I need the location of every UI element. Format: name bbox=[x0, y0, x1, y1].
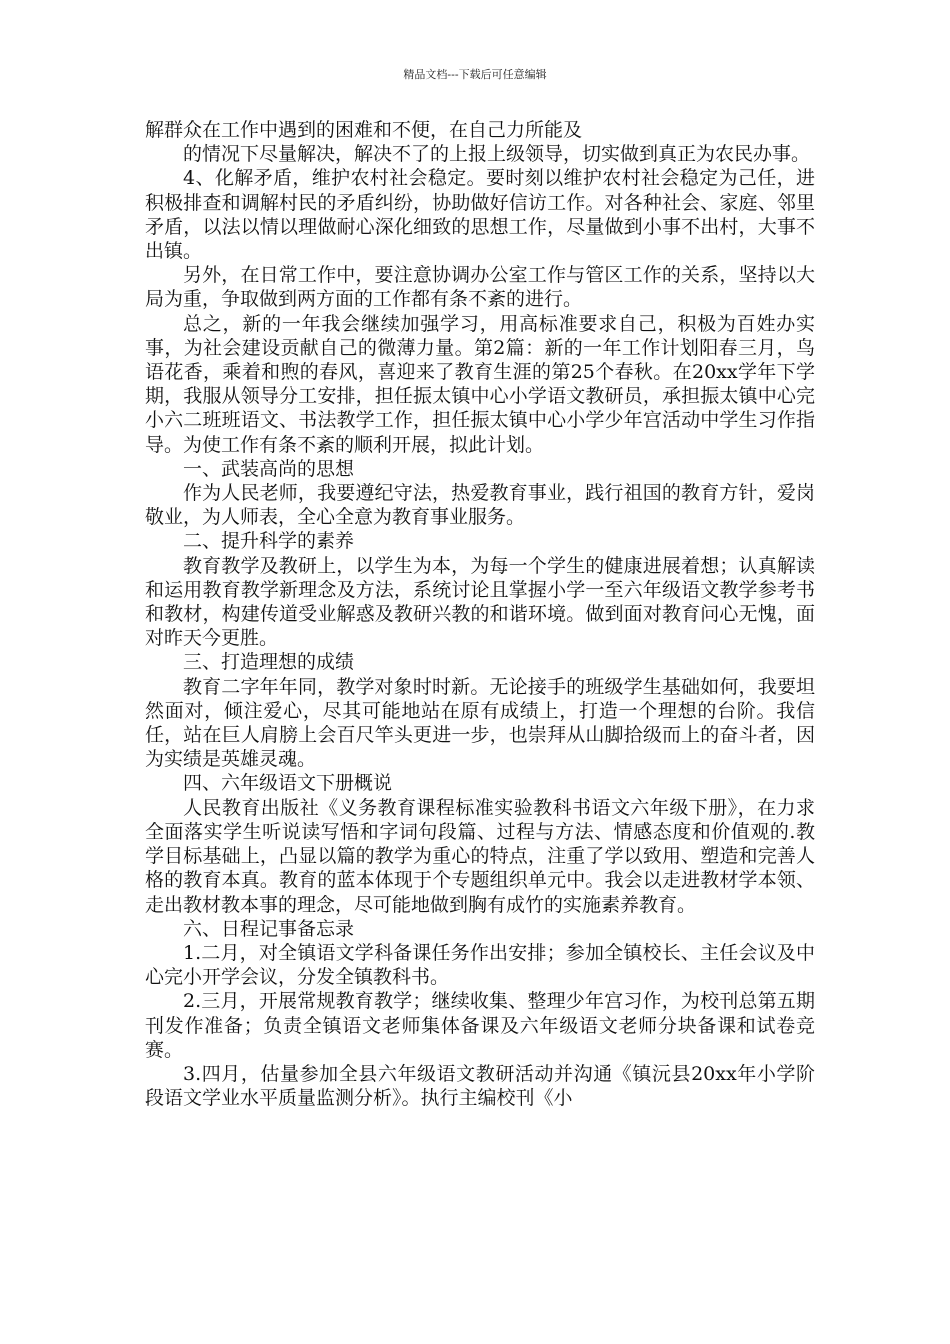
paragraph: 总之，新的一年我会继续加强学习，用高标准要求自己，积极为百姓办实事，为社会建设贡献自己的微薄力量。第2篇：新的一年工作计划阳春三月，鸟语花香，乘着和煦的春风，喜迎来了教育生涯的第25个春秋。在20xx学年下学期，我服从领导分工安排，担任振太镇中心小学语文教研员，承担振太镇中心完小六二班班语文、书法教学工作，担任振太镇中心小学少年宫活动中学生习作指导。为使工作有条不紊的顺利开展，拟此计划。 bbox=[145, 312, 815, 456]
paragraph: 教育教学及教研上，以学生为本，为每一个学生的健康进展着想；认真解读和运用教育教学新理念及方法，系统讨论且掌握小学一至六年级语文教学参考书和教材，构建传道受业解惑及教研兴教的和谐环境。做到面对教育问心无愧，面对昨天今更胜。 bbox=[145, 554, 815, 650]
page-header: 精品文档---下载后可任意编辑 bbox=[403, 68, 547, 81]
document-body bbox=[145, 118, 815, 1110]
paragraph: 解群众在工作中遇到的困难和不便，在自己力所能及 bbox=[145, 119, 583, 141]
list-item: 3.四月，估量参加全县六年级语文教研活动并沟通《镇沅县20xx年小学阶段语文学业水平质量监测分析》。执行主编校刊《小 bbox=[145, 1062, 815, 1110]
section-heading: 一、武装高尚的思想 bbox=[183, 457, 355, 480]
paragraph: 教育二字年年同，教学对象时时新。无论接手的班级学生基础如何，我要坦然面对，倾注爱心，尽其可能地站在原有成绩上，打造一个理想的台阶。我信任，站在巨人肩膀上会百尺竿头更进一步，也崇拜从山脚拾级而上的奋斗者，因为实绩是英雄灵魂。 bbox=[145, 675, 815, 771]
paragraph: 作为人民老师，我要遵纪守法，热爱教育事业，践行祖国的教育方针，爱岗敬业，为人师表，全心全意为教育事业服务。 bbox=[145, 482, 815, 529]
paragraph: 另外，在日常工作中，要注意协调办公室工作与管区工作的关系，坚持以大局为重，争取做到两方面的工作都有条不紊的进行。 bbox=[145, 264, 815, 311]
list-item: 1.二月，对全镇语文学科备课任务作出安排；参加全镇校长、主任会议及中心完小开学会议，分发全镇教科书。 bbox=[145, 941, 815, 989]
section-heading: 六、日程记事备忘录 bbox=[183, 917, 355, 940]
paragraph: 的情况下尽量解决，解决不了的上报上级领导，切实做到真正为农民办事。 bbox=[183, 143, 811, 166]
section-heading: 四、六年级语文下册概说 bbox=[183, 772, 393, 795]
section-heading: 二、提升科学的素养 bbox=[183, 530, 355, 553]
section-heading: 三、打造理想的成绩 bbox=[183, 651, 355, 674]
list-item: 2.三月，开展常规教育教学；继续收集、整理少年宫习作，为校刊总第五期刊发作准备；负责全镇语文老师集体备课及六年级语文老师分块备课和试卷竞赛。 bbox=[145, 990, 815, 1061]
paragraph: 人民教育出版社《义务教育课程标准实验教科书语文六年级下册》，在力求全面落实学生听说读写悟和字词句段篇、过程与方法、情感态度和价值观的.教学目标基础上，凸显以篇的教学为重心的特点，注重了学以致用、塑造和完善人格的教育本真。教育的蓝本体现于个专题组织单元中。我会以走进教材学本领、走出教材教本事的理念，尽可能地做到胸有成竹的实施素养教育。 bbox=[145, 796, 815, 916]
paragraph: 4、化解矛盾，维护农村社会稳定。要时刻以维护农村社会稳定为己任，进积极排查和调解村民的矛盾纠纷，协助做好信访工作。对各种社会、家庭、邻里矛盾，以法以情以理做耐心深化细致的思想工作，尽量做到小事不出村，大事不出镇。 bbox=[145, 167, 815, 263]
